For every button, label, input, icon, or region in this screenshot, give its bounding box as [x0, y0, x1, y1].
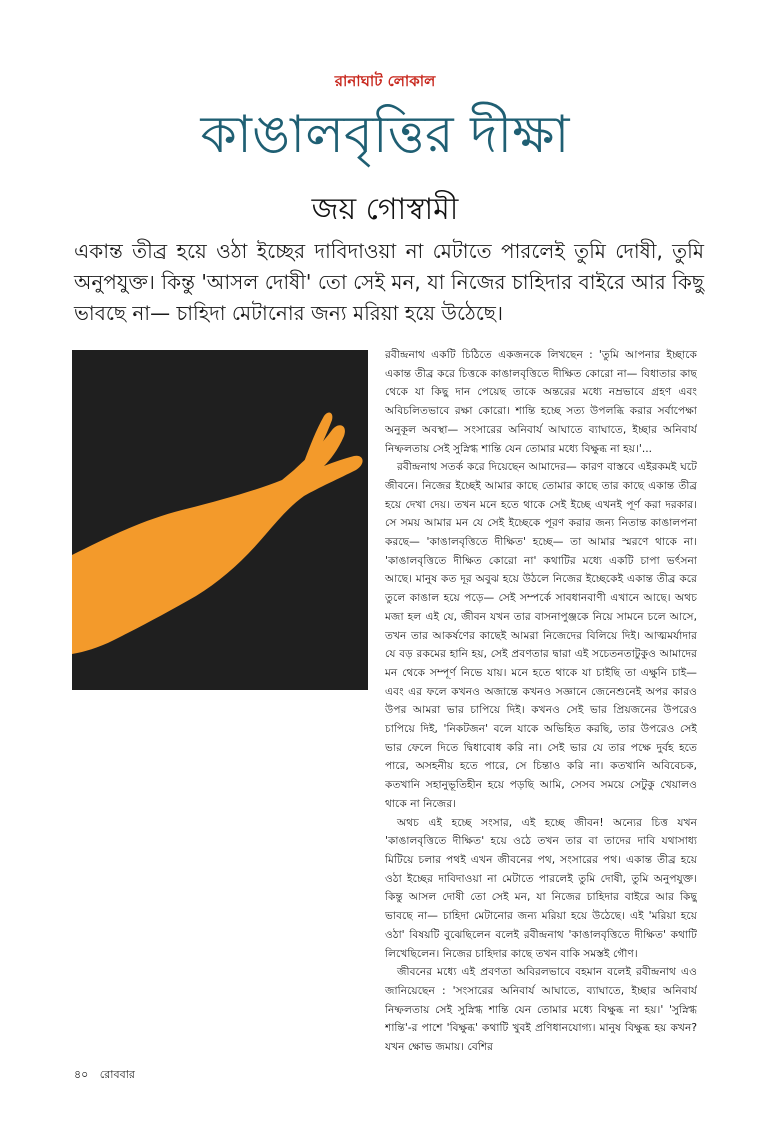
article-standfirst: একান্ত তীব্র হয়ে ওঠা ইচ্ছের দাবিদাওয়া না মেটাতে পারলেই তুমি দোষী, তুমি অনুপযুক্ত। কিন্তু 'আসল দোষী' তো সেই মন, যা নিজের চাহিদার বাইরে আর কিছু ভাবছে না— চাহিদা মেটানোর জন্য মরিয়া হয়ে উঠেছে। — [74, 239, 704, 325]
article-title: কাঙালবৃত্তির দীক্ষা — [200, 105, 570, 165]
page-number: ৪০ — [74, 1068, 89, 1081]
raised-hand-illustration — [72, 350, 368, 690]
body-paragraph-3: অথচ এই হচ্ছে সংসার, এই হচ্ছে জীবন! অন্যের চিত্ত যখন 'কাঙালবৃত্তিতে দীক্ষিত' হয়ে ওঠে তখন তার বা তাদের দাবি যথাসাধ্য মিটিয়ে চলার পথই এখন জীবনের পথ, সংসারের পথ। একান্ত তীব্র হয়ে ওঠা ইচ্ছের দাবিদাওয়া না মেটাতে পারলেই তুমি দোষী, তুমি অনুপযুক্ত। কিন্তু আসল দোষী তো সেই মন, যা নিজের চাহিদার বাইরে আর কিছু ভাবছে না— চাহিদা মেটানোর জন্য মরিয়া হয়ে উঠেছে। এই 'মরিয়া হয়ে ওঠা' বিষয়টি বুঝেছিলেন বলেই রবীন্দ্রনাথ 'কাঙালবৃত্তিতে দীক্ষিত' কথাটি লিখেছিলেন। নিজের চাহিদার কাছে তখন বাকি সমস্তই গৌণ। — [385, 815, 697, 960]
body-paragraph-2: রবীন্দ্রনাথ সতর্ক করে দিয়েছেন আমাদের— কারণ বাস্তবে এইরকমই ঘটে জীবনে। নিজের ইচ্ছেই আমার কাছে তোমার কাছে তার কাছে একান্ত তীব্র হয়ে দেখা দেয়। তখন মনে হতে থাকে সেই ইচ্ছে এখনই পূর্ণ করা দরকার। সে সময় আমার মন যে সেই ইচ্ছেকে পূরণ করার জন্য নিতান্ত কাঙালপনা করছে— 'কাঙালবৃত্তিতে দীক্ষিত' হচ্ছে— তা আমার স্মরণে থাকে না। 'কাঙালবৃত্তিতে দীক্ষিত কোরো না' কথাটির মধ্যে একটি চাপা ভর্ৎসনা আছে। মানুষ কত দূর অবুঝ হয়ে উঠলে নিজের ইচ্ছেকেই একান্ত তীব্র করে তুলে কাঙাল হয়ে পড়ে— সেই সম্পর্কে সাবধানবাণী এখানে আছে। অথচ মজা হল এই যে, জীবন যখন তার বাসনাপুঞ্জকে নিয়ে সামনে চলে আসে, তখন তার আকর্ষণের কাছেই আমরা নিজেদের বিলিয়ে দিই। আত্মমর্যাদার যে বড় রকমের হানি হয়, সেই প্রবণতার দ্বারা এই সচেতনতাটুকুও আমাদের মন থেকে সম্পূর্ণ নিভে যায়। মনে হতে থাকে যা চাইছি তা এক্ষুনি চাই— এবং এর ফলে কখনও অজান্তে কখনও সজ্ঞানে জেনেশুনেই অপর কারও উপর আমরা ভার চাপিয়ে দিই। কখনও সেই ভার প্রিয়জনের উপরেও চাপিয়ে দিই, 'নিকটজন' বলে যাকে অভিহিত করছি, তার উপরেও সেই ভার ফেলে দিতে দ্বিধাবোধ করি না। সেই ভার যে তার পক্ষে দুর্বহ হতে পারে, অসহনীয় হতে পারে, সে চিন্তাও করি না। কতখানি অবিবেচক, কতখানি সহানুভূতিহীন হয়ে পড়ছি আমি, সেসব সময়ে সেটুকু খেয়ালও থাকে না নিজের। — [385, 460, 697, 810]
article-body — [385, 346, 697, 1066]
magazine-name: রোববার — [99, 1068, 135, 1081]
body-paragraph-1: রবীন্দ্রনাথ একটি চিঠিতে একজনকে লিখছেন : 'তুমি আপনার ইচ্ছাকে একান্ত তীব্র করে চিত্তকে কাঙালবৃত্তিতে দীক্ষিত কোরো না— বিধাতার কাছ থেকে যা কিছু দান পেয়েছ তাকে অন্তরের মধ্যে নম্রভাবে গ্রহণ এবং অবিচলিতভাবে রক্ষা কোরো। শান্তি হচ্ছে সত্য উপলব্ধি করার সর্বাপেক্ষা অনুকূল অবস্থা— সংসারের অনিবার্য আঘাতে ব্যাঘাতে, ইচ্ছার অনিবার্য নিষ্ফলতায় সেই সুস্নিগ্ধ শান্তি যেন তোমার মধ্যে বিক্ষুব্ধ না হয়।'... — [385, 348, 697, 455]
section-kicker: রানাঘাট লোকাল — [334, 72, 436, 90]
author-name: জয় গোস্বামী — [311, 192, 459, 227]
page-footer — [74, 1066, 143, 1085]
body-paragraph-4: জীবনের মধ্যে এই প্রবণতা অবিরলভাবে বহমান বলেই রবীন্দ্রনাথ এও জানিয়েছেন : 'সংসারের অনিবার্য আঘাতে, ব্যাঘাতে, ইচ্ছার অনিবার্য নিষ্ফলতায় সেই সুস্নিগ্ধ শান্তি যেন তোমার মধ্যে বিক্ষুব্ধ না হয়।' 'সুস্নিগ্ধ শান্তি'-র পাশে 'বিক্ষুব্ধ' কথাটি খুবই প্রণিধানযোগ্য। মানুষ বিক্ষুব্ধ হয় কখন? যখন ক্ষোভ জমায়। বেশির — [385, 965, 697, 1054]
